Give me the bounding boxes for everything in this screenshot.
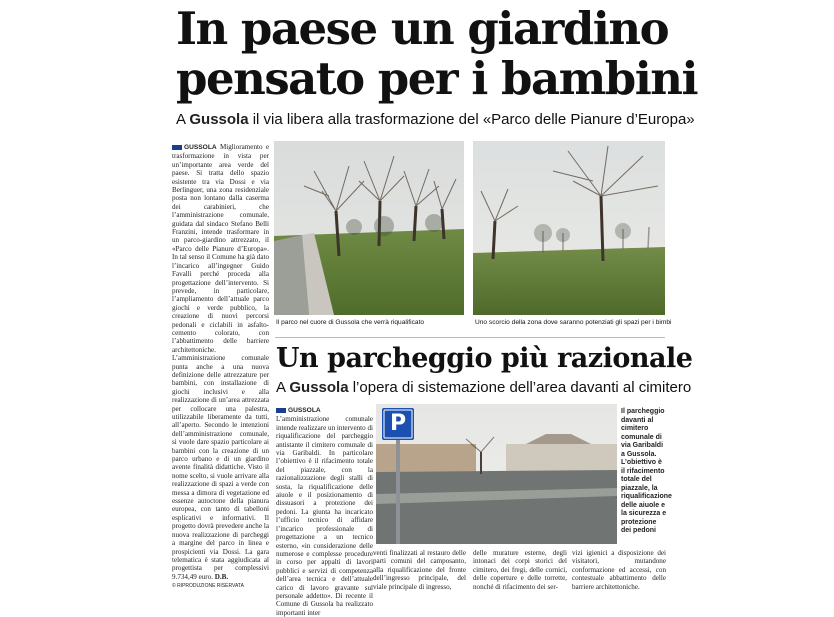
article1-kicker: GUSSOLA <box>184 144 217 151</box>
article2-body-col3: delle murature esterne, degli intonaci dei corpi storici del cimitero, dei fregi, delle cornici, delle coperture e delle torrette, nonché di rifacimento dei ser- <box>473 549 567 591</box>
article2-body-col4: vizi igienici a disposizione dei visitatori, mutandone conformazione ed accessi, con contestuale abbattimento delle barriere architettoniche. <box>572 549 666 591</box>
article-divider <box>275 337 665 338</box>
subheadline-rest: l’opera di sistemazione dell’area davanti al cimitero <box>348 379 692 396</box>
section-marker-icon <box>172 145 182 150</box>
article1-headline: In paese un giardino pensato per i bambini <box>176 2 698 105</box>
article2-body-col1 <box>276 406 373 617</box>
section-marker-icon <box>276 408 286 413</box>
park-photo-left <box>274 141 464 315</box>
article1-body-text: Miglioramento e trasformazione in vista per un’importante area verde del paese. Si tratta dello spazio esistente tra via Dossi e via Berlinguer, una zona residenziale posta non lontano dalla caserma dei carabinieri, che l’amministrazione comunale, guidata dal sindaco Stefano Belli Franzini, intende trasformare in un parco-giardino attrezzato, il «Parco delle Pianure d’Europa». In tal senso il Comune ha già dato l’incarico all’ingegner Guido Favalli perché proceda alla progettazione dell’intervento. Si prevede, in particolare, l’ampliamento dell’attuale parco giochi e verde pubblico, la creazione di nuovi percorsi pedonali e ciclabili in asfalto-cemento colorato, con l’abbattimento delle barriere architettoniche. L’amministrazione comunale punta anche a una nuova definizione delle attrezzature per bambini, con installazione di giochi inclusivi e alla realizzazione di un’area attrezzata per collocare una palestra, utilizzabile liberamente da tutti, all’aperto. Secondo le intenzioni dell’amministrazione comunale, si vuole dare spazio particolare ai bambini con la creazione di un parco urbano e di un giardino avente finalità didattiche. Visto il nome scelto, si vuole arrivare alla realizzazione di spazi a verde con messa a dimora di vegetazione ed essenze autoctone della pianura europea, con tanto di tabelloni esplicativi e informativi. Il progetto dovrà prevedere anche la nuova realizzazione di parcheggi a margine del parco in linea e prospicienti via Dossi. La gara telematica è stata aggiudicata al progettista per complessivi 9.734,49 euro. <box>172 143 269 581</box>
article1-signature: D.B. <box>214 572 229 581</box>
subheadline-prefix: A <box>176 111 190 128</box>
subheadline-prefix: A <box>276 379 290 396</box>
subheadline-rest: il via libera alla trasformazione del «Parco delle Pianure d’Europa» <box>248 111 695 128</box>
article2-headline: Un parcheggio più razionale <box>276 343 693 374</box>
article2-text-col1: L’amministrazione comunale intende realizzare un intervento di riqualificazione del parcheggio antistante il cimitero comunale di via Garibaldi. In particolare l’obiettivo è il rifacimento totale del piazzale, con la razionalizzazione degli stalli di sosta, la riqualificazione delle aiuole e il posizionamento di dissuasori a protezione dei pedoni. La giunta ha incaricato l’ufficio tecnico di affidare l’incarico professionale di progettazione a un tecnico esterno, «in considerazione delle numerose e complesse procedure in corso per appalti di lavori pubblici e servizi di competenza dell’area tecnica e dell’attuale carico di lavoro gravante sul personale addetto». Di recente il Comune di Gussola ha realizzato importanti inter <box>276 415 373 617</box>
article2-subheadline <box>276 379 691 396</box>
article1-subheadline <box>176 111 695 128</box>
photo-right-caption: Uno scorcio della zona dove saranno potenziati gli spazi per i bimbi <box>475 319 672 326</box>
copyright-note: © RIPRODUZIONE RISERVATA <box>172 583 244 590</box>
subheadline-place: Gussola <box>189 111 249 128</box>
parking-sign-icon: P <box>389 411 407 436</box>
cemetery-parking-photo <box>376 404 617 544</box>
article2-body-col2: venti finalizzati al restauro delle parti comuni del camposanto, alla riqualificazione del fronte dell’ingresso principale, del viale principale di ingresso, <box>373 549 466 591</box>
article1-body <box>172 143 269 590</box>
photo-left-caption: Il parco nel cuore di Gussola che verrà riqualificato <box>276 319 425 326</box>
park-photo-right <box>473 141 665 315</box>
subheadline-place: Gussola <box>289 379 349 396</box>
article2-kicker: GUSSOLA <box>288 407 321 414</box>
cemetery-photo-caption: Il parcheggio davanti al cimitero comunale di via Garibaldi a Gussola. L’obiettivo è il rifacimento totale del piazzale, la riqualificazione delle aiuole e la sicurezza e protezione dei pedoni <box>621 408 672 534</box>
